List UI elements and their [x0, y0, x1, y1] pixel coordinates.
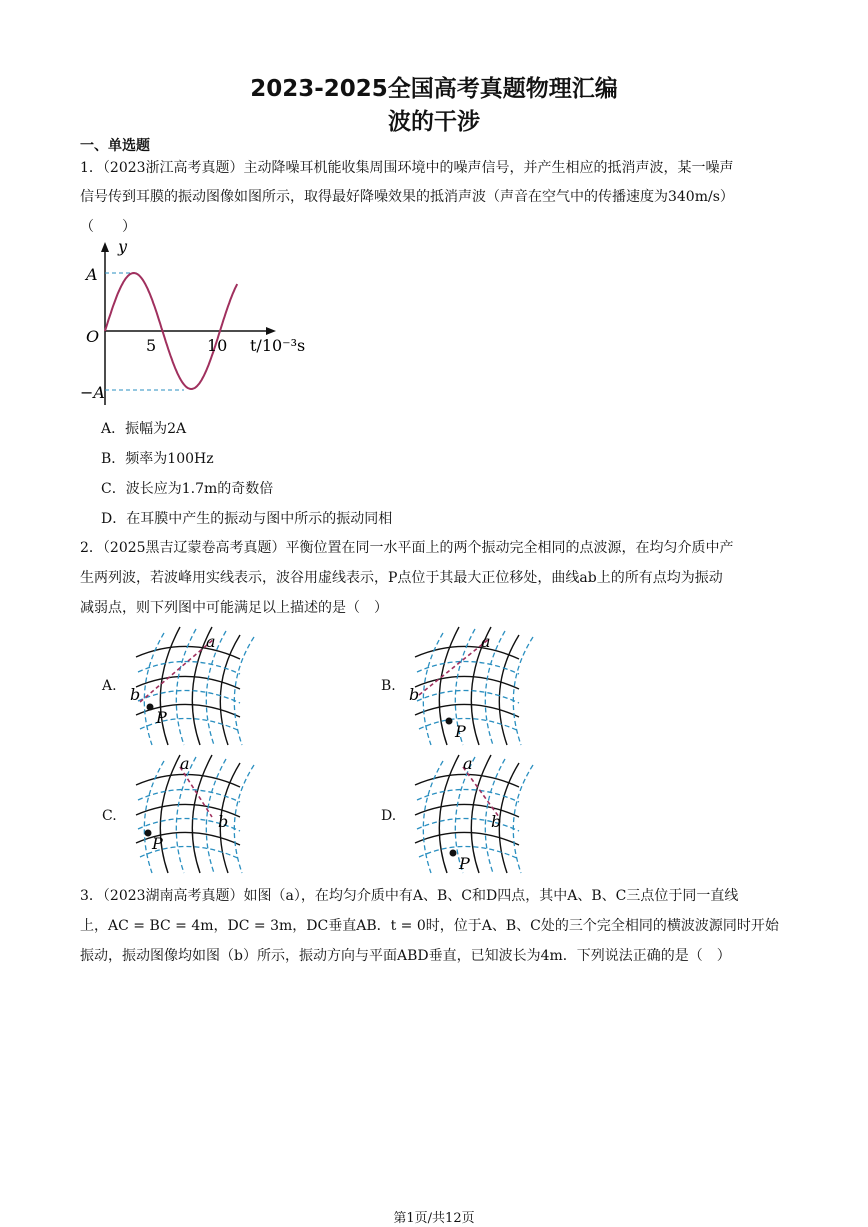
q3-line2: 上，AC = BC = 4m，DC = 3m，DC垂直AB．t = 0时，位于A、B、C处的三个完全相同的横波波源同时开始	[80, 918, 779, 934]
q2-line1: 2．（2025黑吉辽蒙卷高考真题）平衡位置在同一水平面上的两个振动完全相同的点波源，在均匀介质中产	[80, 540, 734, 556]
q2-option-d-label[interactable]: D.	[381, 808, 397, 824]
page-title: 2023-2025全国高考真题物理汇编	[250, 76, 618, 102]
q1-option-b[interactable]: B．频率为100Hz	[101, 451, 214, 467]
q1-vibration-graph	[80, 237, 310, 410]
page-subtitle: 波的干涉	[388, 109, 480, 135]
q1-option-c[interactable]: C．波长应为1.7m的奇数倍	[101, 481, 274, 497]
svg-text:P: P	[156, 708, 167, 727]
q1-line1: 1．（2023浙江高考真题）主动降噪耳机能收集周围环境中的噪声信号，并产生相应的抵消声波，某一噪声	[80, 160, 734, 176]
svg-text:b: b	[409, 685, 420, 704]
svg-text:a: a	[206, 632, 216, 651]
svg-text:b: b	[491, 812, 502, 831]
svg-text:b: b	[130, 685, 141, 704]
graph-amp-pos: A	[86, 265, 98, 284]
section-heading: 一、单选题	[80, 138, 150, 154]
q1-line3: （ ）	[80, 219, 136, 235]
svg-text:P: P	[455, 722, 466, 741]
q3-line1: 3．（2023湖南高考真题）如图（a），在均匀介质中有A、B、C和D四点，其中A、B、C三点位于同一直线	[80, 888, 739, 904]
q2-figure-c[interactable]	[122, 755, 252, 875]
graph-x-label: t/10⁻³s	[250, 336, 306, 355]
q2-figure-b[interactable]	[401, 627, 531, 747]
graph-tick-10: 10	[207, 336, 228, 355]
graph-y-label: y	[118, 237, 128, 256]
q2-line2: 生两列波，若波峰用实线表示，波谷用虚线表示，P点位于其最大正位移处，曲线ab上的所有点均为振动	[80, 570, 723, 586]
svg-text:P: P	[152, 834, 163, 853]
q2-option-b-label[interactable]: B.	[381, 678, 396, 694]
q1-option-a[interactable]: A．振幅为2A	[101, 421, 187, 437]
graph-amp-neg: −A	[80, 383, 105, 402]
q2-line3: 减弱点，则下列图中可能满足以上描述的是（ ）	[80, 600, 388, 616]
svg-text:P: P	[459, 854, 470, 873]
q1-option-d[interactable]: D．在耳膜中产生的振动与图中所示的振动同相	[101, 511, 393, 527]
q2-option-c-label[interactable]: C.	[102, 808, 117, 824]
q2-figure-d[interactable]	[401, 755, 531, 875]
graph-tick-5: 5	[146, 336, 157, 355]
svg-text:a: a	[180, 754, 190, 773]
q3-line3: 振动，振动图像均如图（b）所示，振动方向与平面ABD垂直，已知波长为4m．下列说法正确的是（ ）	[80, 948, 731, 964]
graph-origin: O	[86, 327, 100, 346]
page-footer: 第1页/共12页	[393, 1211, 475, 1226]
svg-text:b: b	[218, 812, 229, 831]
svg-text:a: a	[481, 632, 491, 651]
q1-line2: 信号传到耳膜的振动图像如图所示，取得最好降噪效果的抵消声波（声音在空气中的传播速度为340m/s）	[80, 189, 734, 205]
q2-figure-a[interactable]	[122, 627, 252, 747]
q2-option-a-label[interactable]: A.	[102, 678, 117, 694]
svg-text:a: a	[463, 754, 473, 773]
